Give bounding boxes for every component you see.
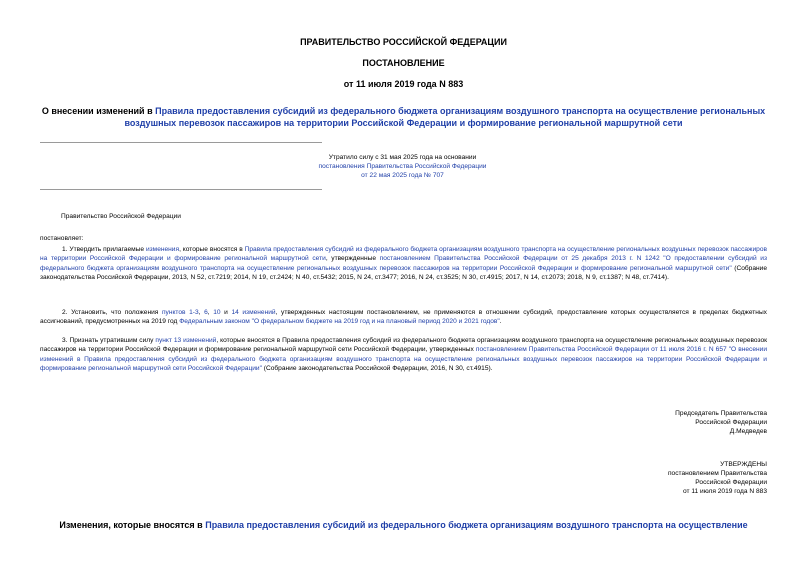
status-note xyxy=(280,153,525,180)
p2-item-10-link[interactable]: 10 xyxy=(213,309,221,316)
p2-federal-law-link[interactable]: Федеральным законом "О федеральном бюджете на 2019 год и на плановый период 2020 и 2021 годов" xyxy=(179,318,500,326)
approved-org: Российской Федерации xyxy=(695,479,767,486)
p2-text-a: 2. Установить, что положения xyxy=(62,309,162,316)
government-heading: ПРАВИТЕЛЬСТВО РОССИЙСКОЙ ФЕДЕРАЦИИ xyxy=(300,37,507,47)
changes-heading-prefix: Изменения, которые вносятся в xyxy=(59,520,206,530)
p2-item-14-link[interactable]: 14 изменений xyxy=(231,309,276,316)
approved-by: постановлением Правительства xyxy=(667,470,767,477)
p3-text-c: (Собрание законодательства Российской Федерации, 2016, N 30, ст.4915). xyxy=(261,364,493,372)
p2-text-b: , утвержденных настоящим постановлением, не применяются в отношении субсидий, предоставление которых осуществляется в пределах бюджетных ассигнований, предусмотренных на 2019 год xyxy=(40,309,767,326)
document-type: ПОСТАНОВЛЕНИЕ xyxy=(362,58,445,68)
document-title xyxy=(40,105,767,129)
paragraph-3 xyxy=(40,336,767,373)
p3-resolution-link[interactable]: постановлением Правительства Российской Федерации от 11 июля 2016 г. N 657 "О внесении изменений в Правила предоставления субсидий из федерального бюджета организациям воздушного транспорта на осуществление региональных воздушных перевозок пассажиров на территории Российской Федерации и формирование региональной маршрутной сети Российской Федерации" xyxy=(40,346,768,372)
approved-label: УТВЕРЖДЕНЫ xyxy=(720,461,767,468)
preamble-org: Правительство Российской Федерации xyxy=(61,213,181,220)
p1-text-c: , утвержденные xyxy=(325,255,380,263)
status-note-line1: Утратило силу с 31 мая 2025 года на основании xyxy=(328,154,477,161)
signature-title: Председатель Правительства xyxy=(675,410,767,417)
p3-item-13-link[interactable]: пункт 13 изменений xyxy=(155,337,217,344)
p3-text-a: 3. Признать утратившим силу xyxy=(62,337,156,344)
p1-rules-link[interactable]: Правила предоставления субсидий из федерального бюджета организациям воздушного транспорта на осуществление региональных воздушных перевозок пассажиров на территории Российской Федерации и формирование региональной маршрутной сети xyxy=(40,246,767,263)
p2-text-c: . xyxy=(499,318,502,326)
paragraph-2 xyxy=(40,308,767,327)
p1-text-d: (Собрание законодательства Российской Федерации, 2013, N 52, ст.7219; 2014, N 19, ст.2424; N 40, ст.5432; 2015, N 24, ст.3477; 2016, N 24, ст.3525; N 30, ст.4915; 2017, N 14, ст.2073; 2018, N 9, ст.1387; N 48, ст.7414). xyxy=(40,264,767,281)
status-note-repeal-date-link[interactable]: от 22 мая 2025 года № 707 xyxy=(361,172,444,179)
p1-text-b: , которые вносятся в xyxy=(179,246,245,253)
p1-changes-link[interactable]: изменения xyxy=(145,246,180,253)
p2-sep-1: , xyxy=(198,309,205,316)
preamble-resolves: постановляет: xyxy=(40,235,84,242)
p1-resolution-link[interactable]: постановлением Правительства Российской Федерации от 25 декабря 2013 г. N 1242 "О предоставлении субсидий из федерального бюджета организациям воздушного транспорта на осуществление региональных воздушных перевозок пассажиров на территории Российской Федерации и формирование региональной маршрутной сети" xyxy=(40,255,767,272)
p3-text-b: , которые вносятся в Правила предоставления субсидий из федерального бюджета организациям воздушного транспорта на осуществление региональных воздушных перевозок пассажиров на территории Российской Федерации и формирование региональной маршрутной сети Российской Федерации, утвержденных xyxy=(40,337,768,354)
paragraph-1 xyxy=(40,245,767,282)
approved-block xyxy=(560,460,767,496)
p1-text-a: 1. Утвердить прилагаемые xyxy=(62,246,146,253)
p2-sep-2: , xyxy=(207,309,214,316)
approved-date: от 11 июля 2019 года N 883 xyxy=(682,488,767,495)
p2-items-1-3-link[interactable]: пунктов 1-3 xyxy=(161,309,199,316)
signature-org: Российской Федерации xyxy=(695,419,767,426)
changes-heading xyxy=(40,520,767,530)
p2-item-6-link[interactable]: 6 xyxy=(204,309,208,316)
p2-sep-3: и xyxy=(220,309,232,316)
divider-top xyxy=(40,142,322,143)
divider-bottom xyxy=(40,189,322,190)
signature-block xyxy=(560,409,767,436)
title-prefix: О внесении изменений в xyxy=(41,106,156,116)
changes-heading-rules-link[interactable]: Правила предоставления субсидий из федерального бюджета организациям воздушного транспорта на осуществление xyxy=(205,520,748,530)
title-rules-link[interactable]: Правила предоставления субсидий из федерального бюджета организациям воздушного транспорта на осуществление региональных воздушных перевозок пассажиров на территории Российской Федерации и формирование региональной маршрутной сети xyxy=(124,106,766,128)
signature-name: Д.Медведев xyxy=(729,428,767,435)
document-date-number: от 11 июля 2019 года N 883 xyxy=(343,79,464,89)
status-note-repeal-link[interactable]: постановления Правительства Российской Федерации xyxy=(318,163,487,170)
